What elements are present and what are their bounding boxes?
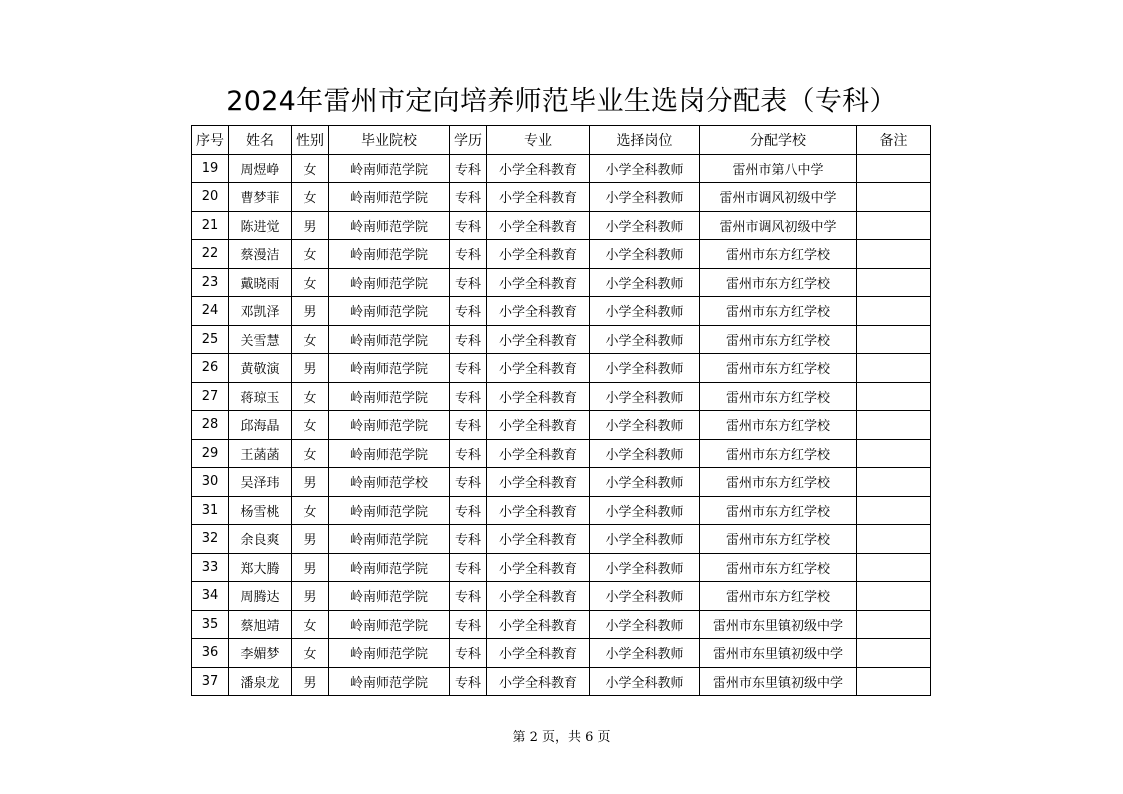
cell-index: 26: [192, 354, 229, 383]
header-assigned-school: 分配学校: [700, 126, 857, 155]
table-body: [192, 154, 931, 696]
cell-major: 小学全科教育: [487, 240, 590, 269]
cell-remarks: [857, 183, 931, 212]
table-row: [192, 610, 931, 639]
cell-assigned-school: 雷州市东方红学校: [700, 553, 857, 582]
cell-name: 吴泽玮: [229, 468, 292, 497]
page-footer: 第 2 页，共 6 页: [512, 730, 611, 745]
cell-gender: 男: [292, 525, 329, 554]
cell-gender: 女: [292, 154, 329, 183]
cell-index: 27: [192, 382, 229, 411]
cell-education: 专科: [450, 582, 487, 611]
cell-assigned-school: 雷州市东方红学校: [700, 382, 857, 411]
cell-school: 岭南师范学院: [329, 297, 450, 326]
cell-gender: 女: [292, 610, 329, 639]
table-row: [192, 582, 931, 611]
cell-education: 专科: [450, 382, 487, 411]
cell-gender: 男: [292, 667, 329, 696]
cell-position: 小学全科教师: [590, 183, 700, 212]
header-education: 学历: [450, 126, 487, 155]
cell-index: 23: [192, 268, 229, 297]
table-row: [192, 553, 931, 582]
cell-remarks: [857, 439, 931, 468]
table-row: [192, 439, 931, 468]
cell-school: 岭南师范学院: [329, 610, 450, 639]
cell-index: 37: [192, 667, 229, 696]
cell-school: 岭南师范学院: [329, 439, 450, 468]
cell-index: 24: [192, 297, 229, 326]
cell-index: 35: [192, 610, 229, 639]
cell-remarks: [857, 468, 931, 497]
cell-major: 小学全科教育: [487, 468, 590, 497]
cell-assigned-school: 雷州市东方红学校: [700, 496, 857, 525]
cell-index: 34: [192, 582, 229, 611]
cell-assigned-school: 雷州市东方红学校: [700, 525, 857, 554]
table-row: [192, 268, 931, 297]
cell-position: 小学全科教师: [590, 439, 700, 468]
cell-gender: 男: [292, 553, 329, 582]
cell-position: 小学全科教师: [590, 382, 700, 411]
cell-gender: 男: [292, 297, 329, 326]
header-major: 专业: [487, 126, 590, 155]
cell-name: 李媚梦: [229, 639, 292, 668]
cell-name: 周煜峥: [229, 154, 292, 183]
cell-education: 专科: [450, 325, 487, 354]
cell-school: 岭南师范学院: [329, 154, 450, 183]
cell-remarks: [857, 211, 931, 240]
table-row: [192, 496, 931, 525]
cell-remarks: [857, 268, 931, 297]
cell-assigned-school: 雷州市东方红学校: [700, 439, 857, 468]
table-row: [192, 154, 931, 183]
cell-position: 小学全科教师: [590, 268, 700, 297]
cell-gender: 女: [292, 382, 329, 411]
table-row: [192, 325, 931, 354]
cell-remarks: [857, 154, 931, 183]
cell-index: 22: [192, 240, 229, 269]
cell-education: 专科: [450, 240, 487, 269]
cell-school: 岭南师范学院: [329, 183, 450, 212]
cell-school: 岭南师范学院: [329, 240, 450, 269]
cell-school: 岭南师范学院: [329, 582, 450, 611]
table-row: [192, 382, 931, 411]
cell-school: 岭南师范学院: [329, 496, 450, 525]
cell-assigned-school: 雷州市东方红学校: [700, 240, 857, 269]
cell-major: 小学全科教育: [487, 268, 590, 297]
cell-index: 29: [192, 439, 229, 468]
cell-position: 小学全科教师: [590, 610, 700, 639]
cell-name: 关雪慧: [229, 325, 292, 354]
cell-name: 潘泉龙: [229, 667, 292, 696]
header-gender: 性别: [292, 126, 329, 155]
cell-school: 岭南师范学院: [329, 667, 450, 696]
cell-position: 小学全科教师: [590, 667, 700, 696]
cell-assigned-school: 雷州市调风初级中学: [700, 211, 857, 240]
cell-position: 小学全科教师: [590, 325, 700, 354]
cell-name: 邱海晶: [229, 411, 292, 440]
cell-major: 小学全科教育: [487, 667, 590, 696]
cell-education: 专科: [450, 154, 487, 183]
header-name: 姓名: [229, 126, 292, 155]
cell-assigned-school: 雷州市东方红学校: [700, 354, 857, 383]
cell-position: 小学全科教师: [590, 154, 700, 183]
cell-remarks: [857, 525, 931, 554]
cell-remarks: [857, 325, 931, 354]
cell-education: 专科: [450, 639, 487, 668]
cell-index: 30: [192, 468, 229, 497]
header-position: 选择岗位: [590, 126, 700, 155]
cell-major: 小学全科教育: [487, 496, 590, 525]
cell-education: 专科: [450, 411, 487, 440]
cell-remarks: [857, 382, 931, 411]
cell-education: 专科: [450, 553, 487, 582]
cell-school: 岭南师范学院: [329, 525, 450, 554]
cell-major: 小学全科教育: [487, 325, 590, 354]
cell-gender: 女: [292, 240, 329, 269]
table-row: [192, 211, 931, 240]
cell-assigned-school: 雷州市东里镇初级中学: [700, 667, 857, 696]
allocation-table: [191, 125, 931, 696]
cell-gender: 女: [292, 325, 329, 354]
cell-major: 小学全科教育: [487, 354, 590, 383]
cell-education: 专科: [450, 439, 487, 468]
cell-major: 小学全科教育: [487, 582, 590, 611]
cell-education: 专科: [450, 297, 487, 326]
cell-name: 郑大腾: [229, 553, 292, 582]
table-row: [192, 240, 931, 269]
cell-school: 岭南师范学院: [329, 354, 450, 383]
cell-school: 岭南师范学院: [329, 325, 450, 354]
cell-position: 小学全科教师: [590, 354, 700, 383]
cell-education: 专科: [450, 525, 487, 554]
page-title: 2024年雷州市定向培养师范毕业生选岗分配表（专科）: [226, 86, 897, 117]
cell-name: 杨雪桃: [229, 496, 292, 525]
cell-name: 黄敬演: [229, 354, 292, 383]
cell-major: 小学全科教育: [487, 297, 590, 326]
cell-index: 20: [192, 183, 229, 212]
cell-education: 专科: [450, 496, 487, 525]
cell-assigned-school: 雷州市第八中学: [700, 154, 857, 183]
cell-major: 小学全科教育: [487, 411, 590, 440]
cell-assigned-school: 雷州市东方红学校: [700, 582, 857, 611]
table-row: [192, 297, 931, 326]
cell-major: 小学全科教育: [487, 382, 590, 411]
cell-remarks: [857, 553, 931, 582]
table-row: [192, 411, 931, 440]
cell-index: 19: [192, 154, 229, 183]
cell-major: 小学全科教育: [487, 553, 590, 582]
cell-assigned-school: 雷州市东方红学校: [700, 268, 857, 297]
cell-education: 专科: [450, 667, 487, 696]
cell-index: 28: [192, 411, 229, 440]
cell-name: 戴晓雨: [229, 268, 292, 297]
cell-assigned-school: 雷州市东方红学校: [700, 325, 857, 354]
cell-index: 21: [192, 211, 229, 240]
cell-gender: 女: [292, 268, 329, 297]
cell-major: 小学全科教育: [487, 525, 590, 554]
cell-position: 小学全科教师: [590, 525, 700, 554]
cell-name: 陈进觉: [229, 211, 292, 240]
cell-gender: 男: [292, 468, 329, 497]
cell-gender: 女: [292, 411, 329, 440]
table-row: [192, 525, 931, 554]
cell-name: 蔡旭靖: [229, 610, 292, 639]
cell-school: 岭南师范学院: [329, 553, 450, 582]
cell-remarks: [857, 496, 931, 525]
cell-major: 小学全科教育: [487, 183, 590, 212]
cell-gender: 女: [292, 183, 329, 212]
cell-major: 小学全科教育: [487, 439, 590, 468]
cell-index: 32: [192, 525, 229, 554]
header-remarks: 备注: [857, 126, 931, 155]
cell-position: 小学全科教师: [590, 553, 700, 582]
cell-position: 小学全科教师: [590, 639, 700, 668]
cell-remarks: [857, 411, 931, 440]
cell-position: 小学全科教师: [590, 297, 700, 326]
cell-school: 岭南师范学院: [329, 268, 450, 297]
table-header-row: [192, 126, 931, 155]
cell-gender: 女: [292, 439, 329, 468]
cell-gender: 女: [292, 639, 329, 668]
cell-remarks: [857, 297, 931, 326]
cell-assigned-school: 雷州市调风初级中学: [700, 183, 857, 212]
cell-remarks: [857, 240, 931, 269]
cell-major: 小学全科教育: [487, 610, 590, 639]
cell-name: 曹梦菲: [229, 183, 292, 212]
cell-school: 岭南师范学院: [329, 639, 450, 668]
cell-remarks: [857, 354, 931, 383]
cell-remarks: [857, 639, 931, 668]
cell-index: 33: [192, 553, 229, 582]
cell-index: 31: [192, 496, 229, 525]
cell-assigned-school: 雷州市东方红学校: [700, 297, 857, 326]
cell-major: 小学全科教育: [487, 211, 590, 240]
cell-position: 小学全科教师: [590, 211, 700, 240]
cell-name: 蒋琼玉: [229, 382, 292, 411]
cell-education: 专科: [450, 354, 487, 383]
cell-assigned-school: 雷州市东方红学校: [700, 468, 857, 497]
cell-remarks: [857, 582, 931, 611]
cell-gender: 男: [292, 354, 329, 383]
cell-assigned-school: 雷州市东方红学校: [700, 411, 857, 440]
cell-name: 邓凯泽: [229, 297, 292, 326]
cell-position: 小学全科教师: [590, 582, 700, 611]
cell-index: 36: [192, 639, 229, 668]
table-row: [192, 667, 931, 696]
cell-major: 小学全科教育: [487, 639, 590, 668]
cell-gender: 男: [292, 582, 329, 611]
table-row: [192, 183, 931, 212]
cell-name: 余良爽: [229, 525, 292, 554]
cell-school: 岭南师范学院: [329, 211, 450, 240]
cell-name: 王菡菡: [229, 439, 292, 468]
cell-education: 专科: [450, 268, 487, 297]
cell-remarks: [857, 610, 931, 639]
cell-gender: 男: [292, 211, 329, 240]
cell-position: 小学全科教师: [590, 468, 700, 497]
cell-education: 专科: [450, 211, 487, 240]
cell-major: 小学全科教育: [487, 154, 590, 183]
cell-school: 岭南师范学校: [329, 468, 450, 497]
cell-name: 周腾达: [229, 582, 292, 611]
cell-name: 蔡漫洁: [229, 240, 292, 269]
cell-school: 岭南师范学院: [329, 411, 450, 440]
cell-education: 专科: [450, 183, 487, 212]
table-row: [192, 639, 931, 668]
table-row: [192, 468, 931, 497]
cell-index: 25: [192, 325, 229, 354]
cell-position: 小学全科教师: [590, 496, 700, 525]
cell-school: 岭南师范学院: [329, 382, 450, 411]
cell-education: 专科: [450, 468, 487, 497]
cell-position: 小学全科教师: [590, 411, 700, 440]
table-row: [192, 354, 931, 383]
cell-gender: 女: [292, 496, 329, 525]
cell-education: 专科: [450, 610, 487, 639]
cell-remarks: [857, 667, 931, 696]
cell-position: 小学全科教师: [590, 240, 700, 269]
header-school: 毕业院校: [329, 126, 450, 155]
cell-assigned-school: 雷州市东里镇初级中学: [700, 610, 857, 639]
header-index: 序号: [192, 126, 229, 155]
cell-assigned-school: 雷州市东里镇初级中学: [700, 639, 857, 668]
